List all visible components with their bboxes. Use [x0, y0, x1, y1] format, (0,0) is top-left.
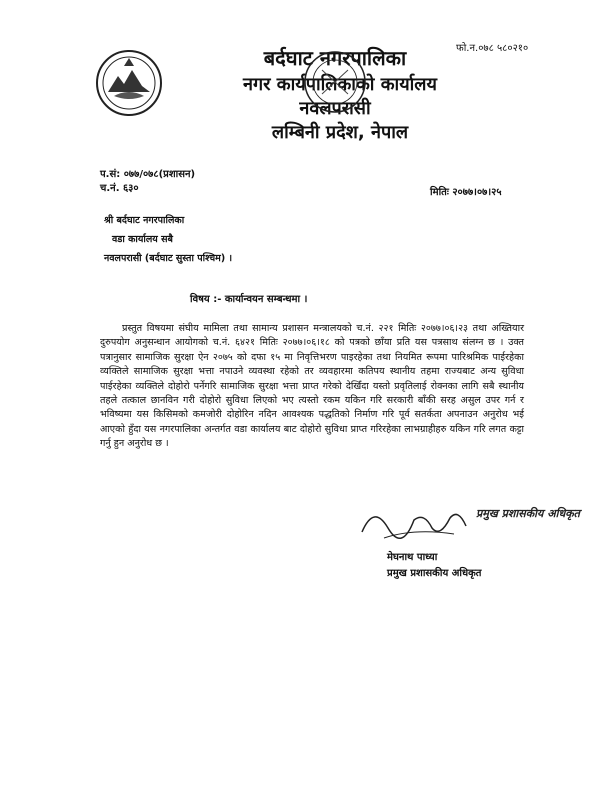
letter-date: मितिः २०७७।०७।२५ — [430, 187, 502, 198]
district-name: नवलपरासी — [299, 98, 371, 119]
nepal-emblem-icon — [94, 48, 164, 118]
province-name: लम्बिनी प्रदेश, नेपाल — [271, 122, 409, 143]
letter-body: प्रस्तुत विषयमा संघीय मामिला तथा सामान्य प्रशासन मन्त्रालयको च.नं. २२१ मितिः २०७७।०६।२३ तथा अख्तियार दुरुपयोग अनुसन्धान आयोगको च.नं. ६४२१ मितिः २०७७।०६।१८ को पत्रको छाँया प्रति यस पत्रसाथ संलग्न छ । उक्त पत्रानुसार सामाजिक सुरक्षा ऐन २०७५ को दफा १५ मा निवृत्तिभरण पाइरहेका तथा नियमित रूपमा पारिश्रमिक पाईरहेका व्यक्तिले सामाजिक सुरक्षा भत्ता नपाउने व्यवस्था रहेको तर व्यवहारमा कतिपय स्थानीय तहमा राज्यबाट अन्य सुविधा पाईरहेका व्यक्तिले दोहोरो पर्नेगरि सामाजिक सुरक्षा भत्ता प्राप्त गरेको देखिँदा यस्तो प्रवृतिलाई रोक्नका लागि सबै स्थानीय तहले तत्काल छानविन गरी दोहोरो सुविधा लिएको भए त्यस्तो रकम यकिन गरि सरकारी बाँकी सरह असुल उपर गर्न र भविष्यमा यस किसिमको कमजोरी दोहोरिन नदिन आवश्यक पद्धतिको निर्माण गरि पूर्व सतर्कता अपनाउन अनुरोध भई आएको हुँदा यस नगरपालिका अन्तर्गत वडा कार्यालय बाट दोहोरो सुविधा प्राप्त गरिरहेका लाभग्राहीहरु यकिन गरि लगत कट्टा गर्नु हुन अनुरोध छ । — [100, 323, 524, 450]
signature-stamp: प्रमुख प्रशासकीय अधिकृत — [476, 507, 580, 520]
signatory-designation: प्रमुख प्रशासकीय अधिकृत — [387, 568, 482, 579]
signature-mark — [354, 498, 586, 544]
recipient-line-1: श्री बर्दघाट नगरपालिका — [104, 215, 185, 226]
dispatch-number: च.नं. ६३० — [100, 183, 139, 194]
signatory-name: मेघनाथ पाध्या — [387, 552, 438, 563]
recipient-line-2: वडा कार्यालय सबै — [112, 234, 173, 245]
recipient-line-3: नवलपरासी (बर्दघाट सुस्ता पश्चिम) । — [104, 253, 233, 264]
municipal-stamp — [300, 40, 370, 130]
office-name: नगर कार्यपालिकाको कार्यालय — [243, 74, 437, 95]
letter-subject: विषय :- कार्यान्वयन सम्बन्धमा । — [190, 294, 308, 305]
letter-reference: प.सं: ०७७/०७८(प्रशासन) — [100, 169, 196, 180]
municipality-name: बर्दघाट नगरपालिका — [263, 46, 407, 70]
office-phone: फो.न.०७८ ५८०२१० — [456, 43, 529, 54]
